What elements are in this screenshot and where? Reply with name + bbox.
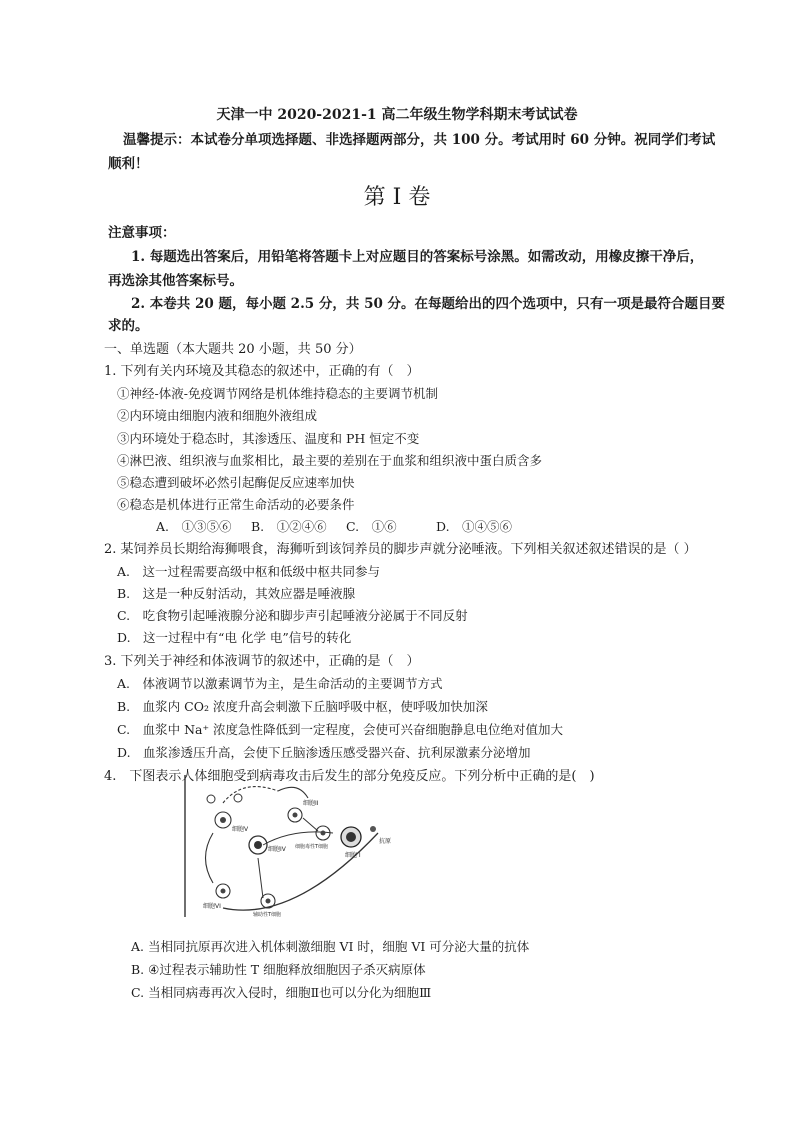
q3-option-c: C. 血浆中 Na⁺ 浓度急性降低到一定程度，会使可兴奋细胞静息电位绝对值加大 xyxy=(117,722,564,737)
cell-i-nucleus xyxy=(346,832,356,842)
label-cell-vi: 细胞VI xyxy=(203,903,221,910)
arc-arrow-left xyxy=(206,833,214,883)
cell-v-nucleus xyxy=(220,817,226,823)
cell-vi-nucleus xyxy=(221,889,226,894)
tip-line-1: 温馨提示：本试卷分单项选择题、非选择题两部分，共 100 分。考试用时 60 分钟。祝同学们考试 xyxy=(123,132,716,148)
label-cytotoxic: 细胞毒性T细胞 xyxy=(295,844,329,850)
q1-choice-a: A. ①③⑤⑥ xyxy=(156,519,232,534)
arrow-cell-ii xyxy=(303,818,318,831)
q4-option-c: C. 当相同病毒再次入侵时，细胞Ⅱ也可以分化为细胞Ⅲ xyxy=(131,985,432,1000)
q1-item-6: ⑥稳态是机体进行正常生命活动的必要条件 xyxy=(117,497,355,512)
arc-arrow-top-left xyxy=(223,787,278,803)
q1-stem: 1. 下列有关内环境及其稳态的叙述中，正确的有（ ） xyxy=(104,364,420,379)
notes-heading: 注意事项： xyxy=(108,225,176,241)
exam-title: 天津一中 2020-2021-1 高二年级生物学科期末考试试卷 xyxy=(216,107,578,123)
note-1-line-2: 再选涂其他答案标号。 xyxy=(108,273,243,289)
note-2-line-1: 2. 本卷共 20 题，每小题 2.5 分，共 50 分。在每题给出的四个选项中，只有一项是最符合题目要 xyxy=(131,296,726,312)
q2-stem: 2. 某饲养员长期给海狮喂食，海狮听到该饲养员的脚步声就分泌唾液。下列相关叙述叙述错误的是（ ） xyxy=(104,542,697,557)
q3-option-b: B. 血浆内 CO₂ 浓度升高会刺激下丘脑呼吸中枢，使呼吸加快加深 xyxy=(117,699,488,714)
q1-item-1: ①神经-体液-免疫调节网络是机体维持稳态的主要调节机制 xyxy=(117,386,438,401)
label-cell-ii: 细胞II xyxy=(303,800,319,807)
q1-choice-b: B. ①②④⑥ xyxy=(251,519,327,534)
arrow-down-helper xyxy=(258,858,263,898)
antigen-dot xyxy=(370,826,376,832)
q3-stem: 3. 下列关于神经和体液调节的叙述中，正确的是（ ） xyxy=(104,654,420,669)
label-helper: 辅助性T细胞 xyxy=(253,912,282,918)
part-heading: 一、单选题（本大题共 20 小题，共 50 分） xyxy=(104,342,362,357)
label-cell-i: 细胞 I xyxy=(345,852,361,859)
note-2-line-2: 求的。 xyxy=(108,318,149,334)
q1-item-5: ⑤稳态遭到破坏必然引起酶促反应速率加快 xyxy=(117,475,355,490)
cell-iv-nucleus xyxy=(254,841,262,849)
q1-choice-c: C. ①⑥ xyxy=(346,519,397,534)
label-cell-iv: 细胞IV xyxy=(268,846,286,853)
immune-response-diagram xyxy=(183,773,403,919)
cell-ii-nucleus xyxy=(293,813,298,818)
label-antigen: 抗原 xyxy=(379,838,392,845)
section-title: 第 I 卷 xyxy=(363,185,431,210)
q1-item-4: ④淋巴液、组织液与血浆相比，最主要的差别在于血浆和组织液中蛋白质含多 xyxy=(117,453,543,468)
q2-option-b: B. 这是一种反射活动，其效应器是唾液腺 xyxy=(117,586,356,601)
label-cell-v: 细胞V xyxy=(232,826,249,833)
q3-option-a: A. 体液调节以激素调节为主，是生命活动的主要调节方式 xyxy=(117,676,443,691)
q1-item-3: ③内环境处于稳态时，其渗透压、温度和 PH 恒定不变 xyxy=(117,431,420,446)
q2-option-c: C. 吃食物引起唾液腺分泌和脚步声引起唾液分泌属于不同反射 xyxy=(117,608,468,623)
q3-option-d: D. 血浆渗透压升高，会使下丘脑渗透压感受器兴奋、抗利尿激素分泌增加 xyxy=(117,745,531,760)
q2-option-d: D. 这一过程中有“电 化学 电”信号的转化 xyxy=(117,630,352,645)
helper-cell-nucleus xyxy=(266,899,271,904)
antibody-dot-2 xyxy=(234,794,242,802)
q4-option-a: A. 当相同抗原再次进入机体刺激细胞 VI 时，细胞 VI 可分泌大量的抗体 xyxy=(131,939,530,954)
q1-item-2: ②内环境由细胞内液和细胞外液组成 xyxy=(117,408,318,423)
cytotoxic-cell-nucleus xyxy=(321,831,326,836)
q4-option-b: B. ④过程表示辅助性 T 细胞释放细胞因子杀灭病原体 xyxy=(131,962,426,977)
q4-stem: 4. 下图表示人体细胞受到病毒攻击后发生的部分免疫反应。下列分析中正确的是( ) xyxy=(104,769,595,784)
tip-line-2: 顺利！ xyxy=(108,156,149,172)
q1-choice-d: D. ①④⑤⑥ xyxy=(436,519,513,534)
q2-option-a: A. 这一过程需要高级中枢和低级中枢共同参与 xyxy=(117,564,381,579)
arc-arrow-top xyxy=(278,787,308,798)
note-1-line-1: 1. 每题选出答案后，用铅笔将答题卡上对应题目的答案标号涂黑。如需改动，用橡皮擦干净后， xyxy=(131,249,704,265)
antibody-dot-1 xyxy=(207,795,215,803)
